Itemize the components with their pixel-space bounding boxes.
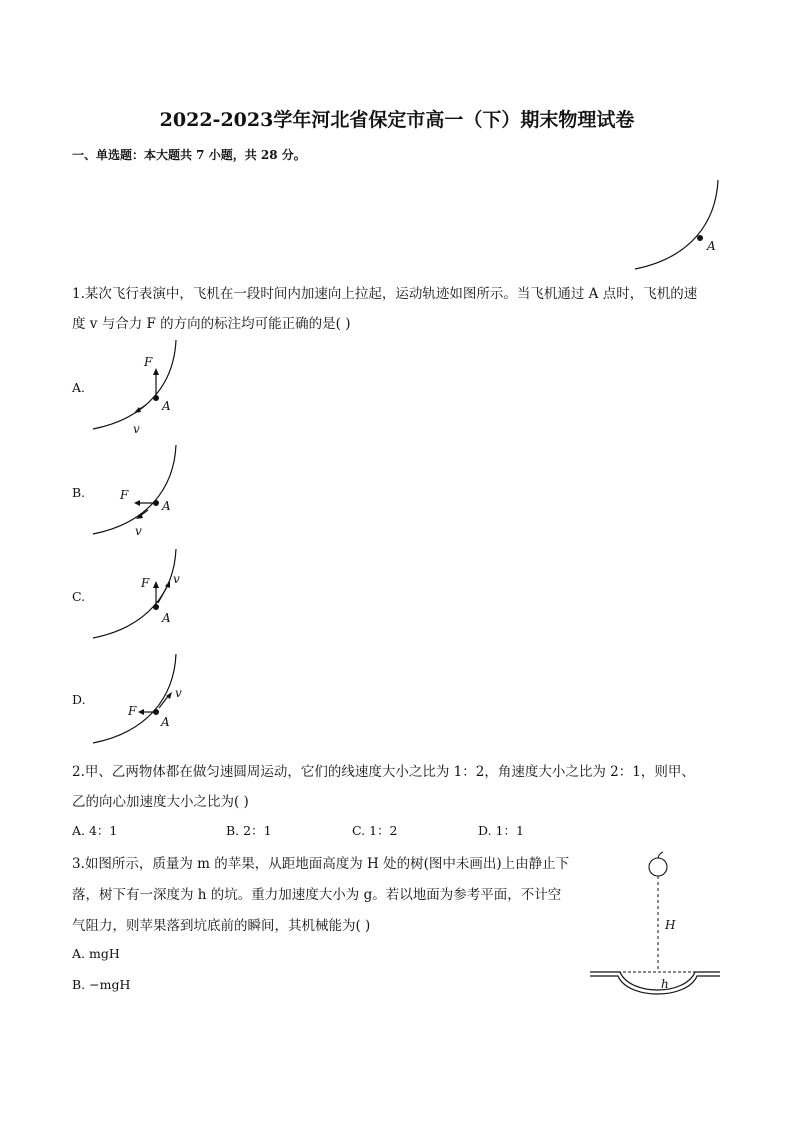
q2-choice-b[interactable]: B. 2：1	[226, 823, 272, 838]
velocity-arrow	[158, 585, 168, 603]
apple-stem	[658, 852, 663, 858]
force-arrowhead	[134, 500, 140, 506]
depth-label-h: h	[661, 977, 669, 991]
q3-apple-pit-figure	[585, 848, 725, 998]
point-label: A	[162, 611, 171, 625]
q3-choice-b[interactable]: B. −mgH	[72, 977, 131, 992]
velocity-label: v	[133, 422, 140, 436]
point-a-dot	[697, 235, 703, 241]
q1-option-b-label[interactable]: B.	[72, 485, 86, 500]
point-label: A	[161, 715, 170, 729]
force-label: F	[128, 704, 137, 718]
force-label: F	[141, 576, 150, 590]
trajectory-arc	[93, 445, 176, 534]
point-label: A	[162, 499, 171, 513]
velocity-arrowhead	[165, 581, 170, 588]
pit-outline-outer	[590, 972, 720, 990]
velocity-label: v	[135, 524, 142, 538]
q1-option-d-figure[interactable]	[90, 652, 190, 752]
q1-option-c-figure[interactable]	[90, 547, 190, 647]
pit-outline-inner	[590, 976, 720, 994]
force-label: F	[120, 488, 129, 502]
page-title: 2022-2023学年河北省保定市高一（下）期末物理试卷	[159, 109, 635, 131]
point-label: A	[162, 399, 171, 413]
trajectory-arc	[93, 340, 176, 429]
q1-option-b-figure[interactable]	[90, 443, 190, 543]
q2-choice-c[interactable]: C. 1：2	[352, 823, 398, 838]
velocity-arrowhead	[134, 407, 141, 413]
force-label: F	[144, 355, 153, 369]
q1-option-c-label[interactable]: C.	[72, 589, 86, 604]
velocity-label: v	[175, 686, 182, 700]
q3-stem-line1: 3.如图所示，质量为 m 的苹果，从距地面高度为 H 处的树(图中未画出)上由静止下	[72, 856, 570, 872]
q1-trajectory-figure	[630, 178, 730, 273]
q1-stem-line1: 1.某次飞行表演中，飞机在一段时间内加速向上拉起，运动轨迹如图所示。当飞机通过 A 点时，飞机的速	[72, 286, 698, 302]
trajectory-arc	[635, 180, 718, 269]
force-arrowhead	[138, 709, 144, 715]
q1-stem-line2: 度 v 与合力 F 的方向的标注均可能正确的是( )	[72, 316, 351, 332]
q3-stem-line2: 落，树下有一深度为 h 的坑。重力加速度大小为 g。若以地面为参考平面，不计空	[72, 887, 562, 903]
apple-icon	[649, 858, 667, 876]
q2-stem-line1: 2.甲、乙两物体都在做匀速圆周运动，它们的线速度大小之比为 1：2，角速度大小之比为 2：1，则甲、	[72, 764, 695, 780]
q2-choice-d[interactable]: D. 1：1	[478, 823, 524, 838]
q3-choice-a[interactable]: A. mgH	[72, 946, 120, 961]
q1-option-a-figure[interactable]	[90, 338, 190, 438]
q1-option-d-label[interactable]: D.	[72, 692, 86, 707]
trajectory-arc	[93, 654, 176, 743]
force-arrowhead	[153, 368, 159, 375]
height-label-H: H	[665, 918, 676, 932]
q1-option-a-label[interactable]: A.	[72, 380, 86, 395]
q2-stem-line2: 乙的向心加速度大小之比为( )	[72, 794, 249, 810]
section-heading: 一、单选题：本大题共 7 小题，共 28 分。	[72, 148, 306, 162]
force-arrowhead	[153, 581, 159, 588]
q2-choice-a[interactable]: A. 4：1	[72, 823, 118, 838]
q3-stem-line3: 气阻力，则苹果落到坑底前的瞬间，其机械能为( )	[72, 918, 371, 934]
point-a-label: A	[707, 239, 716, 253]
velocity-label: v	[173, 572, 180, 586]
